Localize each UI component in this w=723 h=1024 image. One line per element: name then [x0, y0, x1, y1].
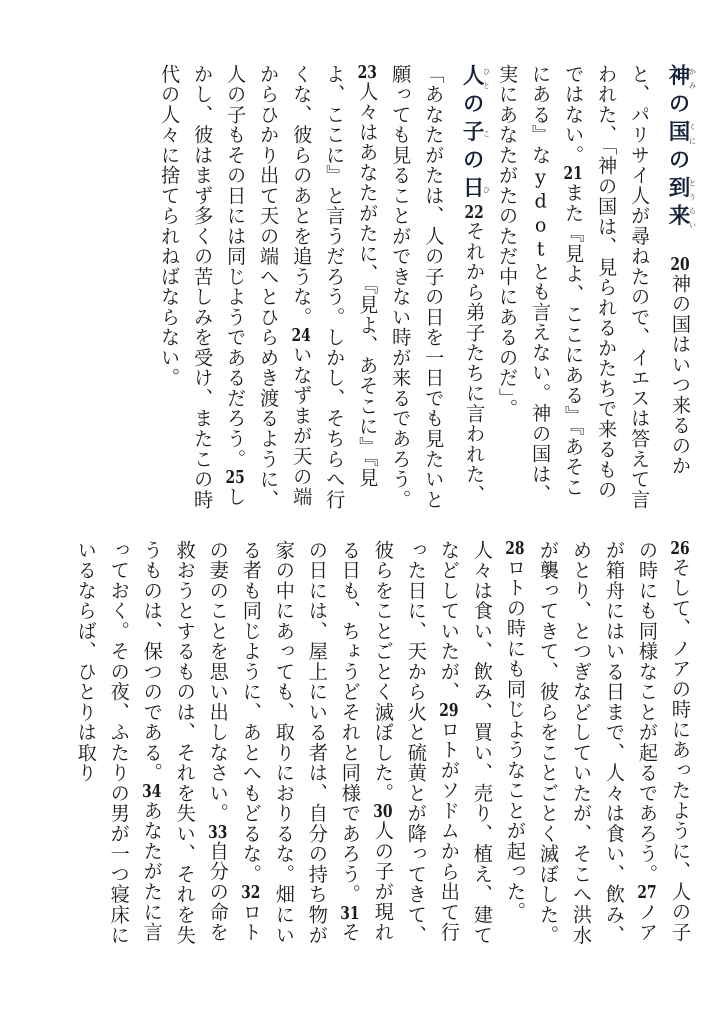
verse-number: 34	[142, 783, 162, 801]
heading-char: の	[459, 91, 485, 120]
heading-char: の	[665, 147, 690, 176]
verse-text: あなたがたに言っておく。その夜、ふたりの男が一つ寝床にいるならば、ひとりは取り	[74, 540, 164, 946]
verse-number: 31	[340, 904, 360, 923]
verse-number: 22	[464, 203, 484, 222]
verses-body-sonofman	[75, 540, 692, 945]
verse-text: ノアが箱舟にはいる日まで、人々は食い、飲み、めとり、とつぎなどしていたが、そこへ洪水が襲ってきて、彼らをことごとく滅ぼした。	[536, 540, 659, 946]
heading-ruby-char: 到とう	[665, 175, 697, 204]
heading-char: の	[459, 147, 485, 176]
heading-ruby-char: 人ひと	[459, 64, 492, 92]
verse-text: 人々はあなたがたに、『見よ、あそこに』『見よ、ここに』と言うだろう。しかし、そちらへ行くな、彼らのあとを追うな。	[290, 64, 380, 510]
heading-ruby-char: 来らい	[665, 203, 697, 232]
verse-text: しかし、彼はまず多くの苦しみを受け、またこの時代の人々に捨てられねばならない。	[158, 64, 248, 510]
verse-number: 29	[439, 702, 459, 720]
section-kingdom-of-god	[26, 64, 697, 516]
heading-ruby-char: 国くに	[665, 119, 697, 148]
section-heading-son-of-man	[450, 64, 491, 204]
verse-number: 27	[637, 884, 657, 902]
verse-text: また『見よ、ここにある』『あそこにある』なydotとも言えない。神の国は、実にあなたがたのただ中にあるのだ」。	[496, 64, 586, 505]
verse-number: 32	[241, 884, 261, 902]
verse-text: ロトがソドムから出て行った日に、天から火と硫黄とが降ってきて、彼らをことごとく滅ぼした。	[371, 540, 461, 946]
heading-ruby-char: 日ひ	[459, 175, 492, 204]
verses-body-kingdom	[158, 64, 697, 510]
section-day-of-son-of-man	[26, 540, 697, 950]
heading-text-son-of-man	[450, 64, 491, 204]
verse-text: ロトの時にも同じようなことが起った。人々は食い、飲み、買い、売り、植え、建てなどしていたが、	[437, 540, 527, 946]
verse-number: 21	[563, 165, 583, 183]
verse-number: 30	[373, 803, 393, 821]
verse-number: 28	[505, 540, 525, 558]
verse-text: その日には、屋上にいる者は、自分の持ち物が家の中にあっても、取りにおりるな。畑にいる者も同じように、あとへもどるな。	[239, 540, 362, 946]
verse-number: 24	[291, 327, 311, 345]
verse-number: 23	[357, 64, 377, 82]
verse-text: それから弟子たちに言われた、「あなたがたは、人の子の日を一日でも見たいと願っても見ることができない時が来るであろう。	[389, 64, 487, 510]
verse-text: いなずまが天の端からひかり出て天の端へとひらめき渡るように、人の子もその日には同じようであるだろう。	[224, 64, 314, 510]
verse-text: 神の国はいつ来るのかと、パリサイ人が尋ねたので、イエスは答えて言われた、「神の国は、見られるかたちで来るものではない。	[562, 64, 692, 510]
heading-ruby-char: 子こ	[459, 119, 492, 148]
verse-number: 33	[208, 823, 228, 842]
section-heading-kingdom	[656, 64, 697, 232]
verse-text: そして、ノアの時にあったように、人の子の時にも同様なことが起るであろう。	[635, 540, 692, 943]
heading-char: の	[665, 91, 690, 120]
verse-number: 20	[670, 255, 690, 274]
verse-text: 人の子が現れる日も、ちょうどそれと同様であろう。	[338, 540, 395, 943]
heading-text-kingdom	[656, 64, 697, 232]
verse-text: 自分の命を救おうとするものは、それを失い、それを失うものは、保つのである。	[140, 540, 230, 946]
verse-text: ロトの妻のことを思い出しなさい。	[206, 540, 263, 943]
verse-number: 26	[670, 540, 690, 558]
heading-ruby-char: 神かみ	[665, 64, 697, 92]
verse-number: 25	[225, 469, 245, 487]
